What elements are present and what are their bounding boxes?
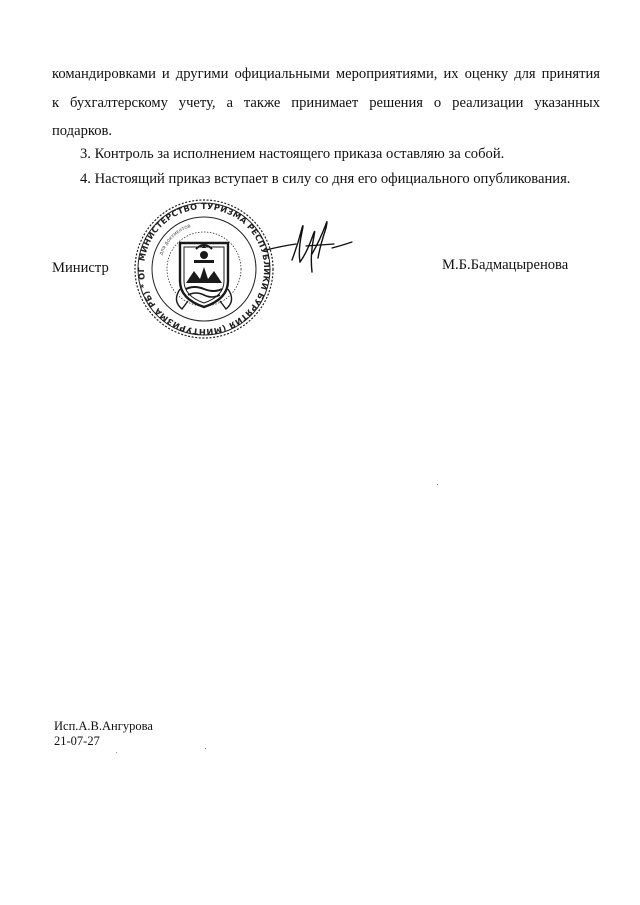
seal-inner-text: ДЛЯ ДОКУМЕНТОВ — [158, 223, 192, 256]
svg-text:ДЛЯ ДОКУМЕНТОВ — [158, 223, 191, 256]
executor-phone: 21-07-27 — [54, 734, 100, 748]
official-seal — [132, 197, 276, 341]
signatory-position: Министр — [52, 260, 109, 276]
handwritten-signature — [262, 214, 362, 280]
scan-speck — [437, 484, 438, 485]
seal-icon — [132, 197, 276, 341]
paragraph-item-3: 3. Контроль за исполнением настоящего приказа оставляю за собой. — [80, 146, 505, 162]
scan-speck — [116, 752, 117, 753]
scan-speck — [205, 748, 206, 749]
signature-icon — [262, 214, 362, 280]
body-line-3: подарков. — [52, 123, 113, 139]
body-line-2: к бухгалтерскому учету, а также принимает решения о реализации указанных — [52, 95, 600, 111]
signatory-name: М.Б.Бадмацыренова — [442, 257, 569, 273]
coat-of-arms-emblem — [176, 243, 231, 309]
body-line-1: командировками и другими официальными мероприятиями, их оценку для принятия — [52, 66, 600, 82]
paragraph-item-4: 4. Настоящий приказ вступает в силу со дня его официального опубликования. — [80, 171, 571, 187]
seal-outer-text: МИНИСТЕРСТВО ТУРИЗМА РЕСПУБЛИКИ БУРЯТИЯ (МИНТУРИЗМА РБ) * ОГ — [135, 200, 273, 338]
executor-name: Исп.А.В.Ангурова — [54, 719, 153, 733]
